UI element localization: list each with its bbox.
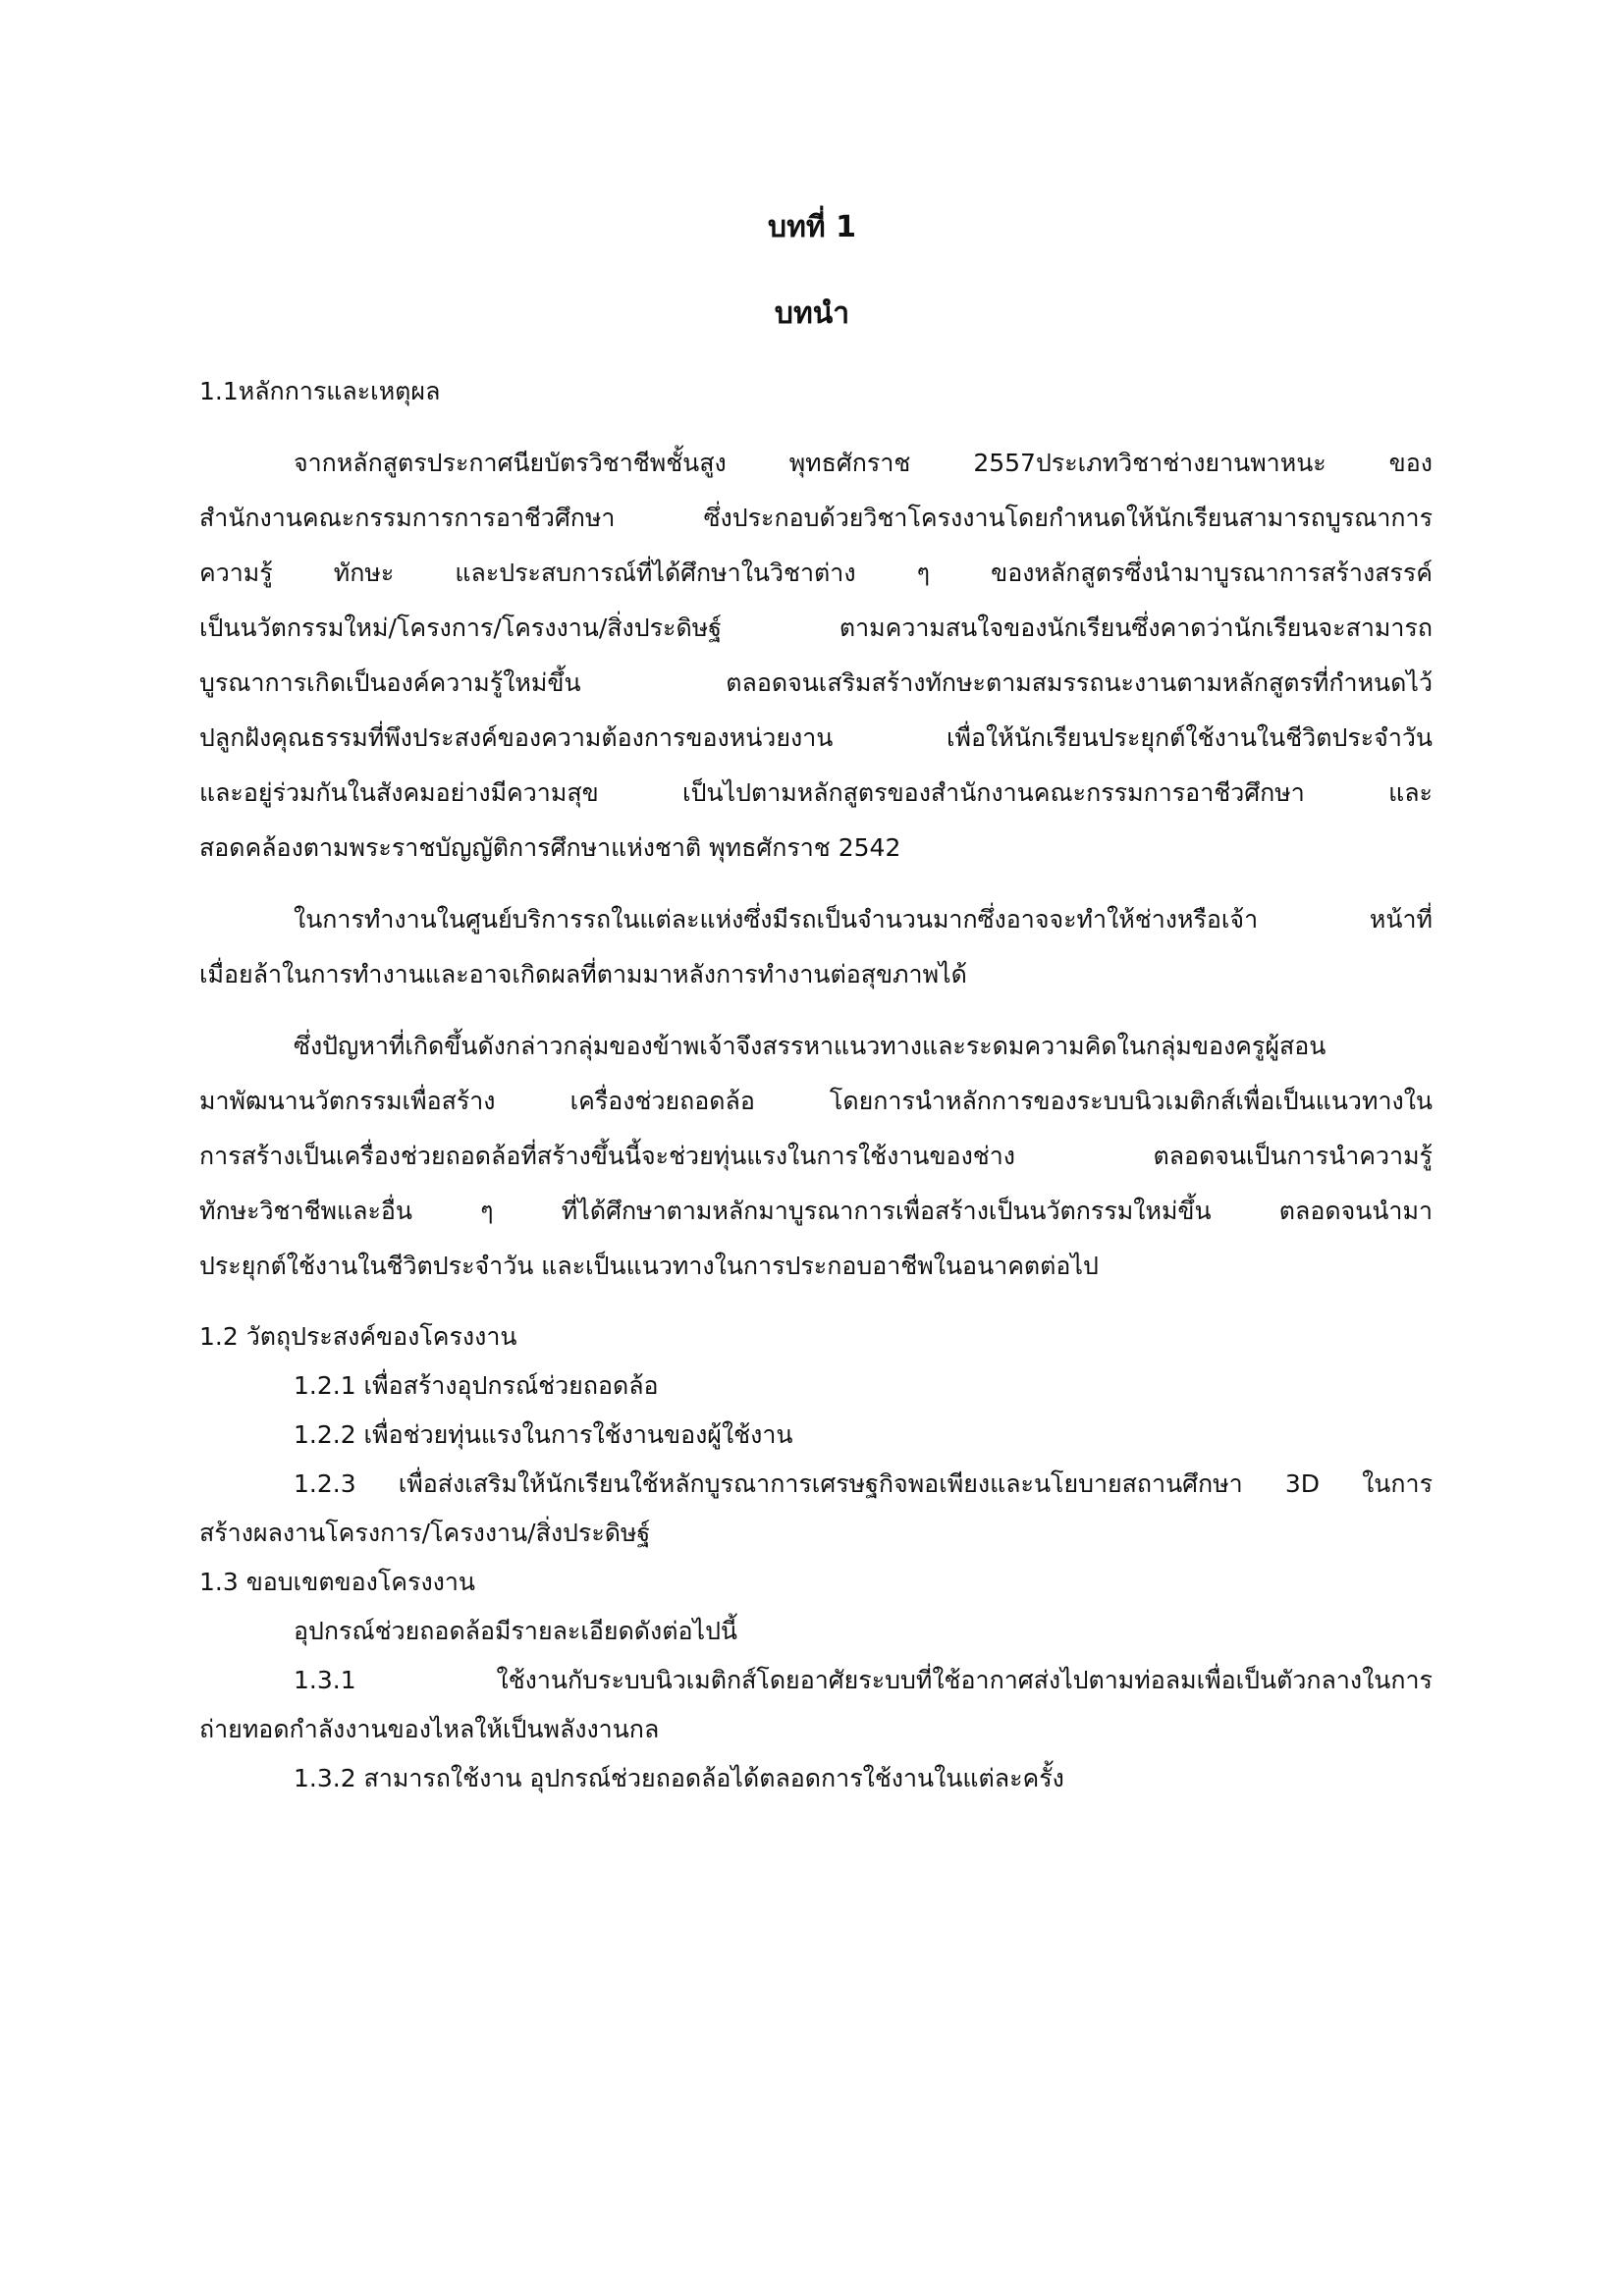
paragraph-3-line: ประยุกต์ใช้งานในชีวิตประจำวัน และเป็นแนวทางในการประกอบอาชีพในอนาคตต่อไป	[199, 1252, 1099, 1280]
paragraph-1-line: สอดคล้องตามพระราชบัญญัติการศึกษาแห่งชาติ พุทธศักราช 2542	[199, 833, 901, 862]
paragraph-2-line: เมื่อยล้าในการทำงานและอาจเกิดผลที่ตามมาหลังการทำงานต่อสุขภาพได้	[199, 960, 967, 988]
paragraph-1-line: ความรู้ ทักษะ และประสบการณ์ที่ได้ศึกษาในวิชาต่าง ๆ ของหลักสูตรซึ่งนำมาบูรณาการสร้างสรรค์	[199, 559, 1433, 587]
paragraph-3-line: ซึ่งปัญหาที่เกิดขึ้นดังกล่าวกลุ่มของข้าพเจ้าจึงสรรหาแนวทางและระดมความคิดในกลุ่มของครูผู้สอน	[294, 1032, 1326, 1060]
paragraph-2-line: ในการทำงานในศูนย์บริการรถในแต่ละแห่งซึ่งมีรถเป็นจำนวนมากซึ่งอาจจะทำให้ช่างหรือเจ้า หน้าที่	[294, 905, 1433, 934]
scope-item: 1.3.2 สามารถใช้งาน อุปกรณ์ช่วยถอดล้อได้ตลอดการใช้งานในแต่ละครั้ง	[294, 1764, 1064, 1792]
paragraph-1-line: จากหลักสูตรประกาศนียบัตรวิชาชีพชั้นสูง พุทธศักราช 2557ประเภทวิชาช่างยานพาหนะ ของ	[294, 449, 1433, 477]
paragraph-1-line: สำนักงานคณะกรรมการการอาชีวศึกษา ซึ่งประกอบด้วยวิชาโครงงานโดยกำหนดให้นักเรียนสามารถบูรณาการ	[199, 504, 1433, 532]
objective-item-continued: สร้างผลงานโครงการ/โครงงาน/สิ่งประดิษฐ์	[199, 1519, 651, 1547]
section-heading-1-1: 1.1หลักการและเหตุผล	[199, 377, 441, 405]
chapter-number: บทที่ 1	[768, 210, 856, 244]
paragraph-1-line: และอยู่ร่วมกันในสังคมอย่างมีความสุข เป็นไปตามหลักสูตรของสำนักงานคณะกรรมการอาชีวศึกษา และ	[199, 778, 1433, 807]
chapter-title: บทนำ	[774, 296, 850, 331]
scope-item: 1.3.1 ใช้งานกับระบบนิวเมติกส์โดยอาศัยระบบที่ใช้อากาศส่งไปตามท่อลมเพื่อเป็นตัวกลางในการ	[294, 1666, 1433, 1694]
scope-intro: อุปกรณ์ช่วยถอดล้อมีรายละเอียดดังต่อไปนี้	[294, 1617, 738, 1645]
objective-item: 1.2.3 เพื่อส่งเสริมให้นักเรียนใช้หลักบูรณาการเศรษฐกิจพอเพียงและนโยบายสถานศึกษา 3D ในการ	[294, 1469, 1433, 1498]
paragraph-1-line: บูรณาการเกิดเป็นองค์ความรู้ใหม่ขึ้น ตลอดจนเสริมสร้างทักษะตามสมรรถนะงานตามหลักสูตรที่กำหนดไว้	[199, 668, 1433, 697]
paragraph-3-line: ทักษะวิชาชีพและอื่น ๆ ที่ได้ศึกษาตามหลักมาบูรณาการเพื่อสร้างเป็นนวัตกรรมใหม่ขึ้น ตลอดจนนำมา	[199, 1197, 1433, 1225]
scope-item-continued: ถ่ายทอดกำลังงานของไหลให้เป็นพลังงานกล	[199, 1715, 660, 1743]
paragraph-1-line: เป็นนวัตกรรมใหม่/โครงการ/โครงงาน/สิ่งประดิษฐ์ ตามความสนใจของนักเรียนซึ่งคาดว่านักเรียนจะสามารถ	[199, 614, 1433, 642]
paragraph-3-line: การสร้างเป็นเครื่องช่วยถอดล้อที่สร้างขึ้นนี้จะช่วยทุ่นแรงในการใช้งานของช่าง ตลอดจนเป็นการนำความรู้	[199, 1142, 1433, 1170]
objective-item: 1.2.2 เพื่อช่วยทุ่นแรงในการใช้งานของผู้ใช้งาน	[294, 1420, 793, 1449]
paragraph-3-line: มาพัฒนานวัตกรรมเพื่อสร้าง เครื่องช่วยถอดล้อ โดยการนำหลักการของระบบนิวเมติกส์เพื่อเป็นแนวทางใน	[199, 1087, 1433, 1115]
paragraph-1-line: ปลูกฝังคุณธรรมที่พึงประสงค์ของความต้องการของหน่วยงาน เพื่อให้นักเรียนประยุกต์ใช้งานในชีวิตประจำวัน	[199, 723, 1433, 752]
objective-item: 1.2.1 เพื่อสร้างอุปกรณ์ช่วยถอดล้อ	[294, 1371, 659, 1400]
section-heading-1-2: 1.2 วัตถุประสงค์ของโครงงาน	[199, 1322, 517, 1351]
section-heading-1-3: 1.3 ขอบเขตของโครงงาน	[199, 1568, 475, 1596]
